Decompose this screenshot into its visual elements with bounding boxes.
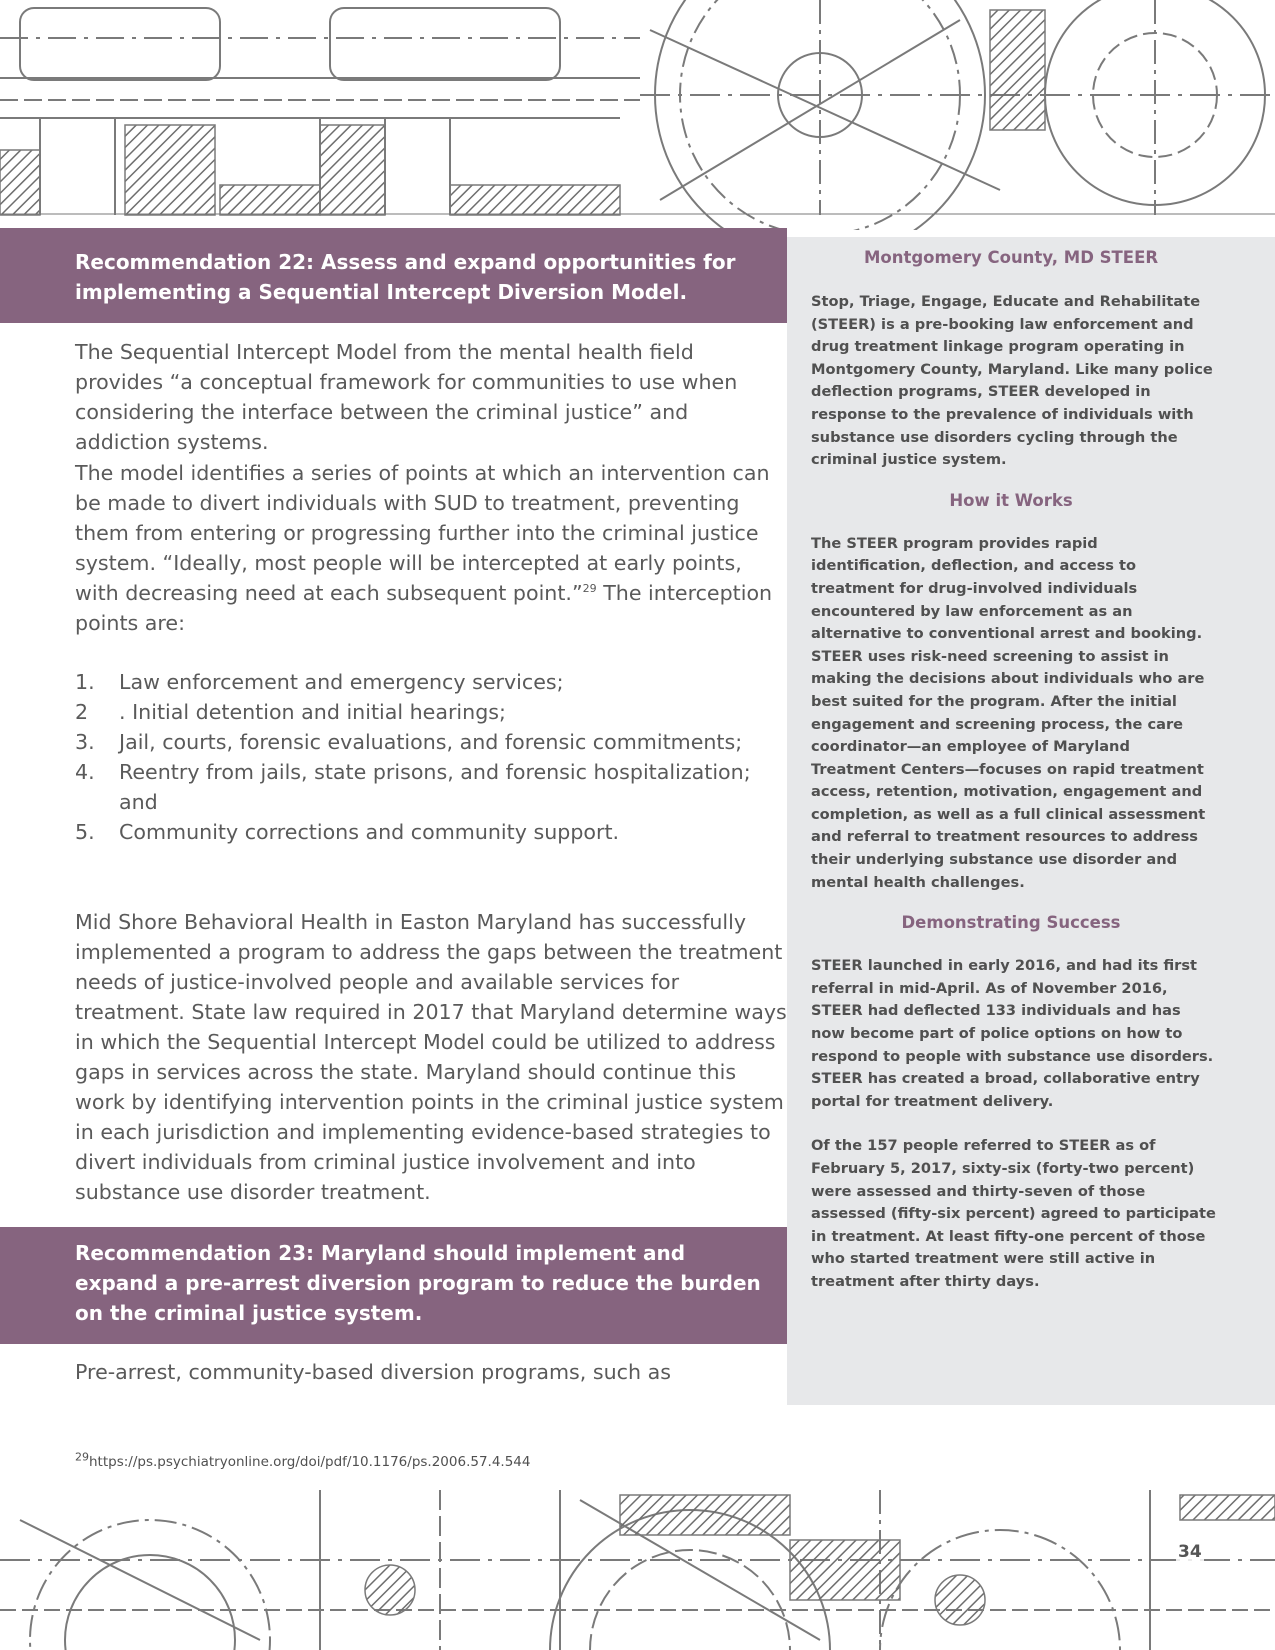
page-number: 34 [1178,1542,1202,1562]
list-item [75,727,787,757]
list-item-text: Law enforcement and emergency services; [119,670,564,694]
list-item [75,667,787,697]
sidebar-success-text-1: STEER launched in early 2016, and had its first referral in mid-April. As of November 2016, STEER had deflected 133 individuals and has now become part of police options on how to respond to people with substance use disorders. STEER has created a broad, collaborative entry portal for treatment delivery. [811,957,1214,1110]
body-paragraph-2 [75,458,787,638]
list-item-number: 5. [75,820,95,844]
list-item [75,697,787,727]
recommendation-23-banner [0,1227,787,1344]
footnote-reference: 29 [582,582,597,596]
list-item-number: 1. [75,670,95,694]
list-item [75,757,787,817]
sidebar-intro: Stop, Triage, Engage, Educate and Rehabilitate (STEER) is a pre-booking law enforcement and drug treatment linkage program operating in Montgomery County, Maryland. Like many police deflection programs, STEER developed in response to the prevalence of individuals with substance use disorders cycling through the criminal justice system. [811,293,1213,469]
body-paragraph-4: Pre-arrest, community-based diversion programs, such as [75,1360,671,1384]
interception-points-list [75,667,787,847]
list-item-text: . Initial detention and initial hearings; [119,700,506,724]
footnote [75,1450,531,1470]
list-item-number: 2 [75,700,89,724]
decorative-blueprint-footer [0,1490,1275,1650]
sidebar-steer [787,237,1275,1405]
sidebar-success-heading: Demonstrating Success [901,913,1121,933]
decorative-blueprint-header [0,0,1275,230]
list-item-number: 4. [75,760,95,784]
body-paragraph-2-text: The model identifies a series of points at which an intervention can be made to divert individuals with SUD to treatment, preventing them from entering or progressing further into the criminal justice system. “Ideally, most people will be intercepted at early points, with decreasing need at each subsequent point.” [75,461,770,605]
recommendation-22-banner [0,228,787,323]
footnote-number: 29 [75,1450,89,1464]
list-item-text: Community corrections and community support. [119,820,620,844]
sidebar-how-text: The STEER program provides rapid identification, deflection, and access to treatment for drug-involved individuals encountered by law enforcement as an alternative to conventional arrest and booking. STEER uses risk-need screening to assist in making the decisions about individuals who are best suited for the program. After the initial engagement and screening process, the care coordinator—an employee of Maryland Treatment Centers—focuses on rapid treatment access, retention, motivation, engagement and completion, as well as a full clinical assessment and referral to treatment resources to address their underlying substance use disorder and mental health challenges. [811,534,1206,891]
list-item-text: Reentry from jails, state prisons, and forensic hospitalization; and [119,760,751,814]
list-item-number: 3. [75,730,95,754]
list-item-text: Jail, courts, forensic evaluations, and forensic commitments; [119,730,743,754]
sidebar-title: Montgomery County, MD STEER [863,248,1159,267]
recommendation-23-title: Recommendation 23: Maryland should implement and expand a pre-arrest diversion program to reduce the burden on the criminal justice system. [75,1241,761,1325]
body-paragraph-3: Mid Shore Behavioral Health in Easton Maryland has successfully implemented a program to address the gaps between the treatment needs of justice-involved people and available services for treatment. State law required in 2017 that Maryland determine ways in which the Sequential Intercept Model could be utilized to address gaps in services across the state. Maryland should continue this work by identifying intervention points in the criminal justice system in each jurisdiction and implementing evidence-based strategies to divert individuals from criminal justice involvement and into substance use disorder treatment. [75,910,787,1204]
recommendation-22-title: Recommendation 22: Assess and expand opportunities for implementing a Sequential Intercept Diversion Model. [75,250,736,304]
sidebar-how-heading: How it Works [949,490,1073,510]
body-paragraph-1: The Sequential Intercept Model from the mental health field provides “a conceptual framework for communities to use when considering the interface between the criminal justice” and addiction systems. [75,340,738,454]
sidebar-success-text-2: Of the 157 people referred to STEER as of February 5, 2017, sixty-six (forty-two percent) were assessed and thirty-seven of those assessed (fifty-six percent) agreed to participate in treatment. At least fifty-one percent of those who started treatment were still active in treatment after thirty days. [811,1137,1216,1290]
list-item [75,817,787,847]
body-paragraph-2-end: The interception points are: [75,581,773,635]
footnote-link[interactable]: https://ps.psychiatryonline.org/doi/pdf/10.1176/ps.2006.57.4.544 [89,1454,531,1470]
